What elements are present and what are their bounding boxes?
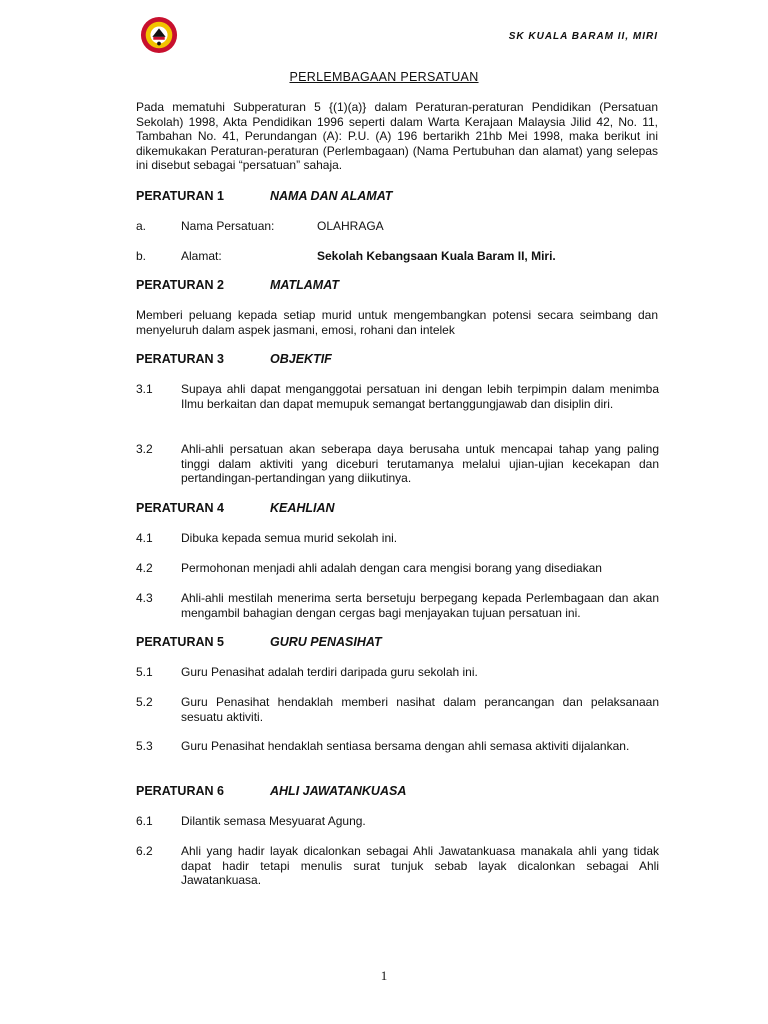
item-marker: a.: [136, 219, 147, 233]
list-item: [136, 695, 659, 724]
field-label: Nama Persatuan:: [181, 219, 275, 233]
item-text: Guru Penasihat hendaklah memberi nasihat dalam perancangan dan pelaksanaan sesuatu aktiviti.: [181, 695, 659, 724]
item-text: Dibuka kepada semua murid sekolah ini.: [181, 531, 398, 545]
peraturan-title: AHLI JAWATANKUASA: [270, 784, 407, 798]
page-number: 1: [380, 968, 388, 983]
item-text: Ahli yang hadir layak dicalonkan sebagai Ahli Jawatankuasa manakala ahli yang tidak dapat hadir tetapi menulis surat tunjuk sebab layak dicalonkan sebagai Ahli Jawatankuasa.: [181, 844, 659, 888]
item-text: Ahli-ahli persatuan akan seberapa daya berusaha untuk mencapai tahap yang paling tinggi dalam aktiviti yang diceburi terutamanya melalui ujian-ujian kecekapan dan pertandingan-pertandingan yang diikutinya.: [181, 442, 659, 486]
item-text: Ahli-ahli mestilah menerima serta bersetuju berpegang kepada Perlembagaan dan akan mengambil bahagian dengan cergas bagi menjayakan tujuan persatuan ini.: [181, 591, 659, 620]
list-item: [136, 844, 659, 888]
item-number: 6.1: [136, 814, 153, 828]
item-number: 5.3: [136, 739, 153, 753]
item-text: Supaya ahli dapat menganggotai persatuan ini dengan lebih terpimpin dalam menimba Ilmu berkaitan dan dapat memupuk semangat bertanggungjawab dan disiplin diri.: [181, 382, 659, 411]
list-item: [136, 531, 659, 546]
peraturan-number: PERATURAN 1: [136, 189, 224, 203]
list-item: [136, 814, 659, 829]
school-logo-icon: [140, 16, 178, 54]
peraturan-number: PERATURAN 4: [136, 501, 224, 515]
intro-paragraph: Pada mematuhi Subperaturan 5 {(1)(a)} dalam Peraturan-peraturan Pendidikan (Persatuan Sekolah) 1998, Akta Pendidikan 1996 seperti dalam Warta Kerajaan Malaysia Jilid 42, No. 11, Tambahan No. 41, Perundangan (A): P.U. (A) 196 bertarikh 21hb Mei 1998, maka berikut ini dikemukakan Peraturan-peraturan (Perlembagaan) (Nama Pertubuhan dan alamat) yang selepas ini disebut sebagai “persatuan” sahaja.: [136, 100, 658, 173]
item-number: 4.1: [136, 531, 153, 545]
item-marker: b.: [136, 249, 147, 263]
matlamat-paragraph: Memberi peluang kepada setiap murid untuk mengembangkan potensi secara seimbang dan menyeluruh dalam aspek jasmani, emosi, rohani dan intelek: [136, 308, 658, 337]
list-item: [136, 442, 659, 486]
peraturan-number: PERATURAN 3: [136, 352, 224, 366]
peraturan-title: GURU PENASIHAT: [270, 635, 382, 649]
list-item: [136, 382, 659, 411]
item-number: 4.2: [136, 561, 153, 575]
item-number: 6.2: [136, 844, 153, 858]
field-value: Sekolah Kebangsaan Kuala Baram II, Miri.: [317, 249, 556, 263]
field-nama-persatuan: [136, 219, 659, 234]
item-number: 4.3: [136, 591, 153, 605]
field-label: Alamat:: [181, 249, 222, 263]
field-value: OLAHRAGA: [317, 219, 384, 233]
peraturan-number: PERATURAN 2: [136, 278, 224, 292]
item-number: 3.1: [136, 382, 153, 396]
list-item: [136, 739, 659, 754]
peraturan-number: PERATURAN 6: [136, 784, 224, 798]
item-text: Dilantik semasa Mesyuarat Agung.: [181, 814, 366, 828]
peraturan-title: OBJEKTIF: [270, 352, 332, 366]
list-item: [136, 665, 659, 680]
school-name-header: SK KUALA BARAM II, MIRI: [508, 31, 658, 42]
item-number: 5.2: [136, 695, 153, 709]
item-text: Guru Penasihat adalah terdiri daripada guru sekolah ini.: [181, 665, 478, 679]
list-item: [136, 591, 659, 620]
item-text: Guru Penasihat hendaklah sentiasa bersama dengan ahli semasa aktiviti dijalankan.: [181, 739, 630, 753]
item-text: Permohonan menjadi ahli adalah dengan cara mengisi borang yang disediakan: [181, 561, 602, 575]
peraturan-number: PERATURAN 5: [136, 635, 224, 649]
document-title: PERLEMBAGAAN PERSATUAN: [289, 70, 479, 84]
peraturan-title: KEAHLIAN: [270, 501, 335, 515]
peraturan-title: NAMA DAN ALAMAT: [270, 189, 393, 203]
item-number: 5.1: [136, 665, 153, 679]
peraturan-title: MATLAMAT: [270, 278, 339, 292]
field-alamat: [136, 249, 659, 264]
item-number: 3.2: [136, 442, 153, 456]
list-item: [136, 561, 659, 576]
